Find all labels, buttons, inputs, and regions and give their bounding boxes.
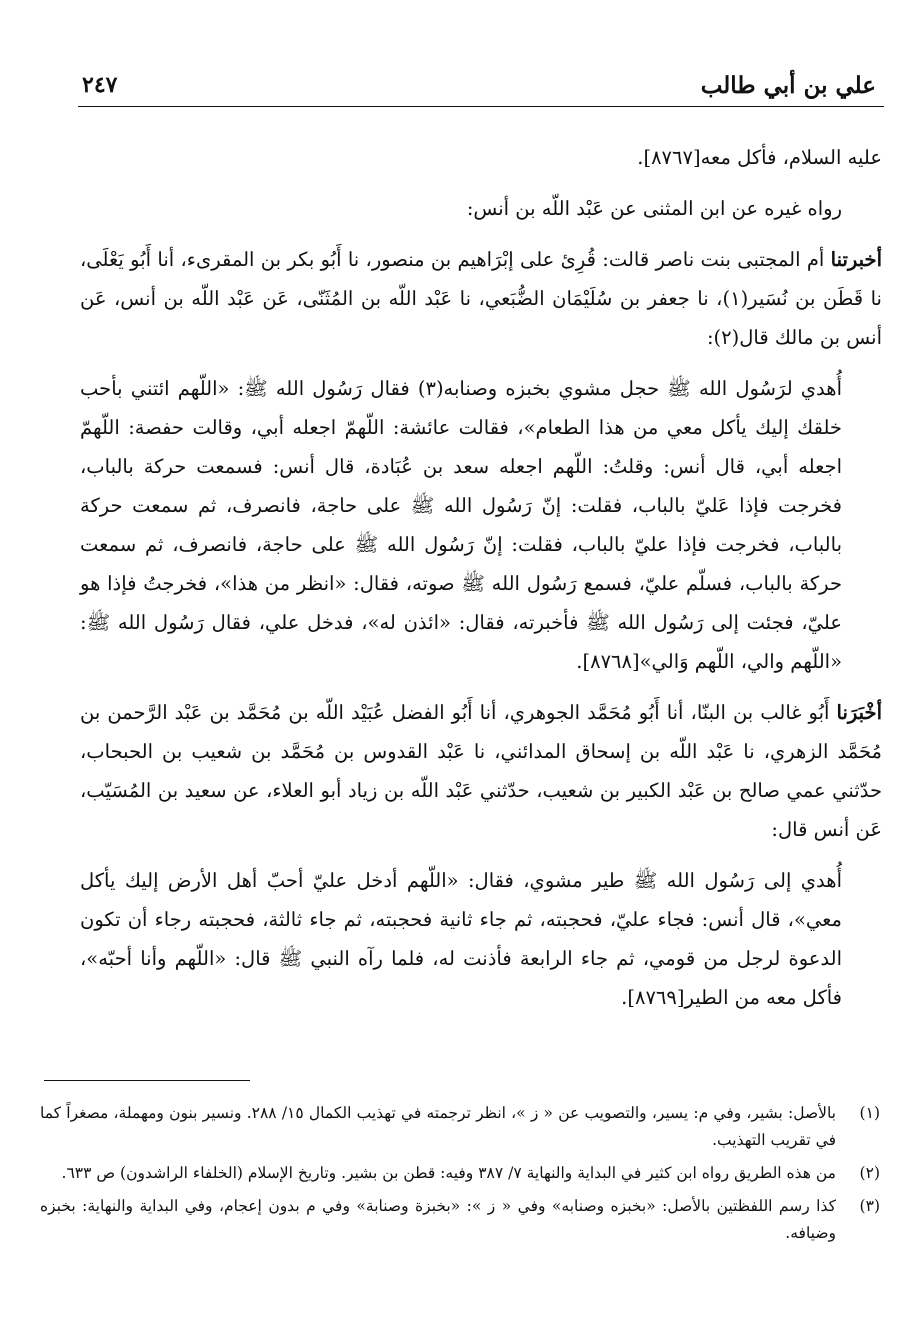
running-title: علي بن أبي طالب <box>700 72 876 99</box>
paragraph-lead: أخبرتنا <box>830 248 882 271</box>
main-text <box>80 138 882 1029</box>
footnote-text: من هذه الطريق رواه ابن كثير في البداية والنهاية ٧/ ٣٨٧ وفيه: قطن بن بشير. وتاريخ الإسلام (الخلفاء الراشدون) ص ٦٣٣. <box>61 1164 836 1182</box>
paragraph-text: أُهدي إلى رَسُول الله ﷺ طير مشوي، فقال: «اللّهم أدخل عليّ أحبّ أهل الأرض إليك يأكل معي»، قال أنس: فجاء عليّ، فحجبته، ثم جاء ثانية فحجبته، ثم جاء ثالثة، فحجبته رجاء أن تكون الدعوة لرجل من قومي، ثم جاء الرابعة فأذنت له، فلما رآه النبي ﷺ قال: «اللّهم وأنا أحبّه»، فأكل معه من الطير[٨٧٦٩]. <box>80 869 842 1009</box>
paragraph-lead: أخْبَرَنا <box>836 701 882 724</box>
paragraph-text: أَبُو غالب بن البنّا، أنا أَبُو مُحَمَّد الجوهري، أنا أَبُو الفضل عُبَيْد اللّه بن مُحَمَّد بن عَبْد الرَّحمن بن مُحَمَّد الزهري، نا عَبْد اللّه بن إسحاق المدائني، نا عَبْد القدوس بن مُحَمَّد بن شعيب بن الحبحاب، حدّثني عمي صالح بن عَبْد الكبير بن شعيب، حدّثني عَبْد اللّه بن زياد أبو العلاء، عن سعيد بن المُسَيّب، عَن أنس قال: <box>80 701 882 841</box>
footnote-text: بالأصل: بشير، وفي م: يسير، والتصويب عن « ز »، انظر ترجمته في تهذيب الكمال ١٥/ ٢٨٨. ونسير بنون ومهملة، مصغراً كما في تقريب التهذيب. <box>40 1104 836 1149</box>
paragraph <box>80 138 882 177</box>
page-header <box>78 66 884 107</box>
footnote <box>40 1160 880 1187</box>
footnote <box>40 1100 880 1154</box>
footnote-number: (٣) <box>859 1197 880 1215</box>
paragraph-text: رواه غيره عن ابن المثنى عن عَبْد اللّه بن أنس: <box>466 197 842 220</box>
paragraph <box>80 189 882 228</box>
footnote-divider <box>44 1080 250 1081</box>
paragraph-text: أم المجتبى بنت ناصر قالت: قُرِئ على إبْرَاهيم بن منصور، نا أَبُو بكر بن المقرىء، أنا أَبُو يَعْلَى، نا قَطَن بن نُسَير(١)، نا جعفر بن سُلَيْمَان الضُّبَعي، نا عَبْد اللّه بن المُثَنّى، عَن عَبْد اللّه بن أنس، عَن أنس بن مالك قال(٢): <box>80 248 882 349</box>
paragraph-text: أُهدي لرَسُول الله ﷺ حجل مشوي بخبزه وصنابه(٣) فقال رَسُول الله ﷺ: «اللّهم ائتني بأحب خلقك إليك يأكل معي من هذا الطعام»، فقالت عائشة: اللّهمّ اجعله أبي، وقالت حفصة: اللّهمّ اجعله أبي، قال أنس: وقلتُ: اللّهم اجعله سعد بن عُبَادة، قال أنس: فسمعت حركة بالباب، فخرجت فإذا عَليّ بالباب، فقلت: إنّ رَسُول الله ﷺ على حاجة، فانصرف، ثم سمعت حركة بالباب، فخرجت فإذا عليّ بالباب، فقلت: إنّ رَسُول الله ﷺ على حاجة، فانصرف، ثم سمعت حركة بالباب، فسلّم عليّ، فسمع رَسُول الله ﷺ صوته، فقال: «انظر من هذا»، فخرجتُ فإذا هو عليّ، فجئت إلى رَسُول الله ﷺ فأخبرته، فقال: «ائذن له»، فدخل علي، فقال رَسُول الله ﷺ: «اللّهم والي، اللّهم وَالي»[٨٧٦٨]. <box>80 377 842 673</box>
footnote <box>40 1193 880 1247</box>
footnote-number: (٢) <box>859 1164 880 1182</box>
paragraph <box>80 693 882 849</box>
paragraph <box>80 369 882 681</box>
footnote-number: (١) <box>859 1104 880 1122</box>
paragraph <box>80 861 882 1017</box>
footnote-text: كذا رسم اللفظتين بالأصل: «بخبزه وصنابه» وفي « ز »: «بخبزة وصنابة» وفي م بدون إعجام، وفي البداية والنهاية: بخبزه وضيافه. <box>40 1197 836 1242</box>
footnotes <box>40 1100 880 1253</box>
page-number: ٢٤٧ <box>82 72 118 98</box>
paragraph-text: عليه السلام، فأكل معه[٨٧٦٧]. <box>637 146 882 169</box>
paragraph <box>80 240 882 357</box>
